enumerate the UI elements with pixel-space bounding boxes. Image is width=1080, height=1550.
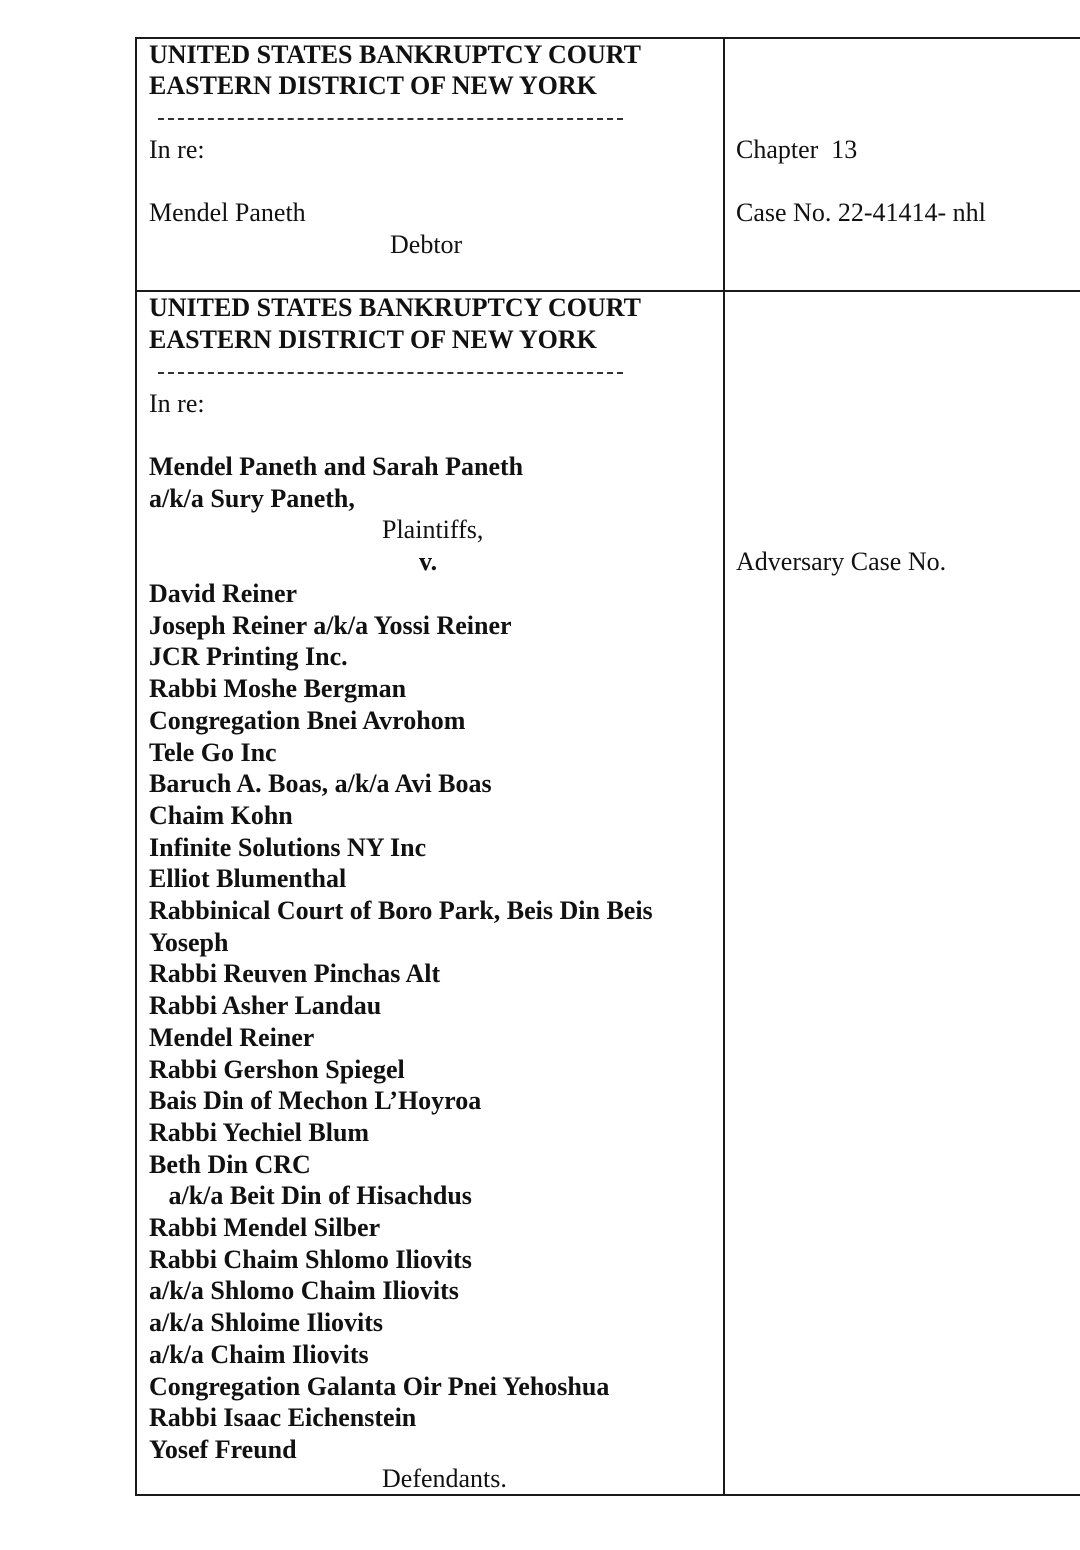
case-number: Case No. 22-41414- nhl (736, 198, 986, 227)
in-re-label: In re: (149, 135, 205, 164)
defendant-name: Beth Din CRC (149, 1149, 311, 1179)
plaintiffs-label: Plaintiffs, (382, 515, 484, 544)
defendant-name: Rabbi Asher Landau (149, 991, 382, 1021)
debtor-name: Mendel Paneth (149, 198, 306, 227)
in-re-label: In re: (149, 389, 205, 418)
defendant-name: Rabbi Reuven Pinchas Alt (149, 959, 441, 989)
defendant-name: Bais Din of Mechon L’Hoyroa (149, 1086, 482, 1116)
defendants-label: Defendants. (382, 1464, 507, 1493)
defendant-name: Baruch A. Boas, a/k/a Avi Boas (149, 769, 492, 799)
defendant-name: a/k/a Shlomo Chaim Iliovits (149, 1276, 459, 1306)
plaintiff-alias: a/k/a Sury Paneth, (149, 484, 355, 513)
debtor-label: Debtor (390, 230, 463, 259)
defendant-name: Rabbi Gershon Spiegel (149, 1054, 405, 1084)
versus-label: v. (419, 547, 438, 576)
defendant-name: Yosef Freund (149, 1434, 297, 1464)
court-name: UNITED STATES BANKRUPTCY COURT (149, 40, 641, 69)
defendant-name: Elliot Blumenthal (149, 864, 347, 894)
chapter-number: Chapter 13 (736, 135, 858, 164)
bankruptcy-caption (137, 39, 723, 290)
defendant-name: a/k/a Shloime Iliovits (149, 1308, 384, 1338)
defendant-name: Rabbi Chaim Shlomo Iliovits (149, 1244, 472, 1274)
caption-separator (158, 118, 623, 120)
court-district: EASTERN DISTRICT OF NEW YORK (149, 71, 597, 100)
caption-separator (158, 372, 623, 374)
defendant-name: JCR Printing Inc. (149, 642, 348, 672)
defendant-name: Tele Go Inc (149, 737, 277, 767)
defendant-name: Chaim Kohn (149, 800, 293, 830)
defendant-name: Infinite Solutions NY Inc (149, 832, 427, 862)
defendant-name: Rabbi Moshe Bergman (149, 674, 407, 704)
court-district: EASTERN DISTRICT OF NEW YORK (149, 325, 597, 354)
court-name: UNITED STATES BANKRUPTCY COURT (149, 293, 641, 322)
defendant-name: Yoseph (149, 927, 229, 957)
defendant-name: a/k/a Beit Din of Hisachdus (149, 1181, 472, 1211)
defendant-name: Congregation Bnei Avrohom (149, 705, 466, 735)
defendant-name: David Reiner (149, 579, 298, 608)
defendant-name: Joseph Reiner a/k/a Yossi Reiner (149, 610, 512, 640)
defendant-name: Rabbi Mendel Silber (149, 1213, 381, 1242)
defendant-name: Rabbi Isaac Eichenstein (149, 1403, 417, 1433)
bankruptcy-case-info (725, 39, 1080, 290)
defendant-name: Mendel Reiner (149, 1022, 315, 1052)
defendant-name: Rabbinical Court of Boro Park, Beis Din Beis (149, 896, 653, 925)
adversary-case-number: Adversary Case No. (736, 547, 947, 576)
table-bottom-border (135, 1494, 1080, 1496)
plaintiff-name: Mendel Paneth and Sarah Paneth (149, 452, 524, 481)
defendant-name: a/k/a Chaim Iliovits (149, 1339, 369, 1369)
defendant-name: Rabbi Yechiel Blum (149, 1117, 370, 1147)
adversary-case-info (725, 292, 1080, 1494)
defendant-name: Congregation Galanta Oir Pnei Yehoshua (149, 1371, 610, 1401)
